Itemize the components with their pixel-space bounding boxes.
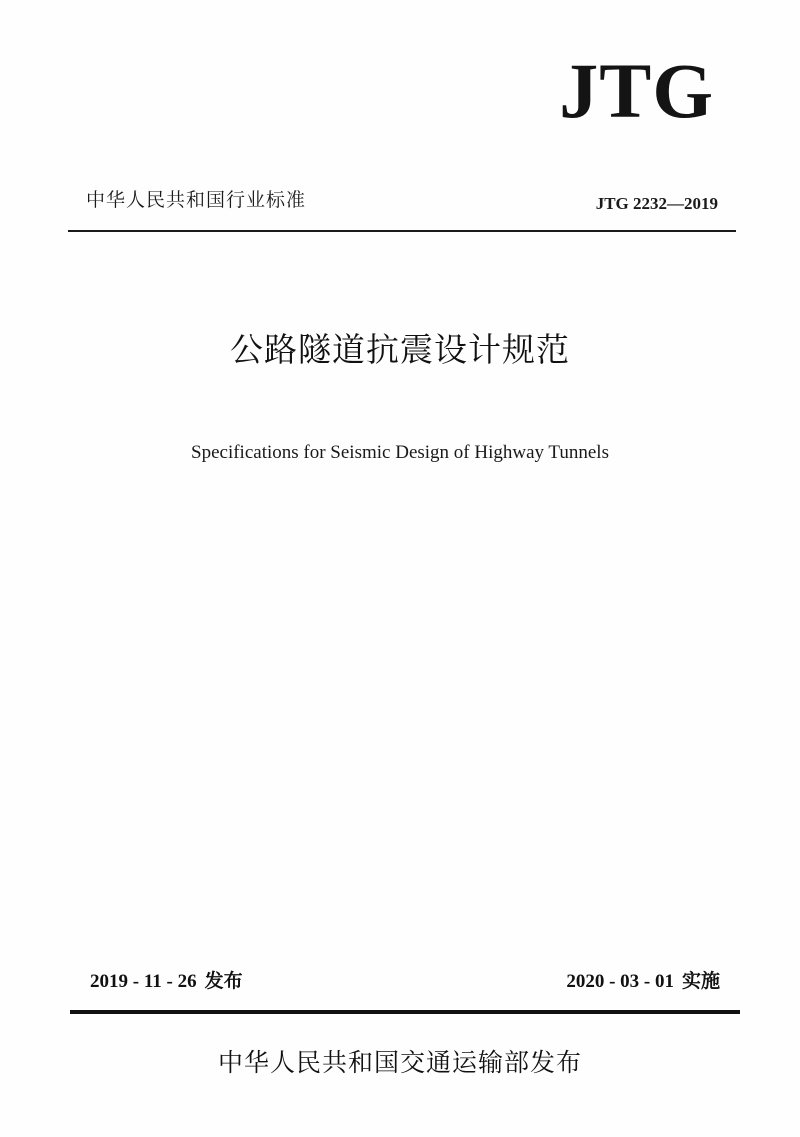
effective-date: 2020 - 03 - 01 xyxy=(566,971,674,992)
header-divider xyxy=(68,230,736,232)
standard-number: JTG 2232—2019 xyxy=(595,194,718,213)
issuer-category: 中华人民共和国行业标准 xyxy=(86,189,307,211)
release-date: 2019 - 11 - 26 xyxy=(90,971,197,992)
publisher: 中华人民共和国交通运输部发布 xyxy=(217,1048,582,1077)
document-title-english: Specifications for Seismic Design of Highway Tunnels xyxy=(191,442,609,463)
effective-label: 实施 xyxy=(681,970,720,992)
release-date-line xyxy=(90,968,243,995)
release-label: 发布 xyxy=(204,970,243,992)
footer-divider xyxy=(70,1010,740,1014)
document-title-chinese: 公路隧道抗震设计规范 xyxy=(230,330,570,369)
jtg-logo: JTG xyxy=(559,47,714,134)
effective-date-line xyxy=(566,968,720,995)
